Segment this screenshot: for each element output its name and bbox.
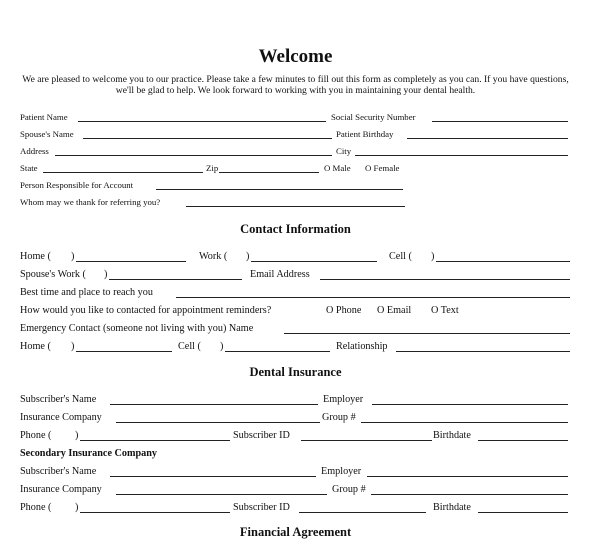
page-title: Welcome bbox=[258, 46, 333, 67]
reminder-email-radio[interactable]: O Email bbox=[377, 305, 412, 316]
intro-text: We are pleased to welcome you to our practice. Please take a few minutes to fill out this form as completely as you can. If you have questions, we'll be glad to help. We look forward to working with you in maintaining your dental health. bbox=[22, 74, 569, 96]
secondary-employer-label: Employer bbox=[321, 466, 362, 477]
cell-phone-field[interactable] bbox=[436, 261, 570, 262]
secondary-subscriber-label: Subscriber's Name bbox=[20, 466, 97, 477]
spouse-name-field[interactable] bbox=[83, 138, 332, 139]
referral-label: Whom may we thank for referring you? bbox=[20, 197, 161, 207]
birthdate-label: Birthdate bbox=[433, 430, 471, 441]
home-phone-label: Home ( bbox=[20, 251, 51, 262]
group-field[interactable] bbox=[361, 422, 568, 423]
emergency-field[interactable] bbox=[284, 333, 570, 334]
reminder-text-radio[interactable]: O Text bbox=[431, 305, 459, 316]
subscriber-id-label: Subscriber ID bbox=[233, 430, 290, 441]
emergency-home-paren: ) bbox=[71, 341, 75, 352]
secondary-employer-field[interactable] bbox=[367, 476, 568, 477]
patient-name-label: Patient Name bbox=[20, 112, 68, 122]
patient-name-field[interactable] bbox=[78, 121, 326, 122]
secondary-phone-field[interactable] bbox=[80, 512, 230, 513]
reminders-label: How would you like to contacted for appointment reminders? bbox=[20, 305, 272, 316]
emergency-cell-label: Cell ( bbox=[178, 341, 201, 352]
reminder-phone-radio[interactable]: O Phone bbox=[326, 305, 362, 316]
address-field[interactable] bbox=[55, 155, 332, 156]
ssn-label: Social Security Number bbox=[331, 112, 416, 122]
financial-heading: Financial Agreement bbox=[239, 525, 352, 539]
subscriber-label: Subscriber's Name bbox=[20, 394, 97, 405]
secondary-group-field[interactable] bbox=[371, 494, 568, 495]
spouse-name-label: Spouse's Name bbox=[20, 129, 74, 139]
secondary-company-label: Insurance Company bbox=[20, 484, 102, 495]
company-label: Insurance Company bbox=[20, 412, 102, 423]
email-label: Email Address bbox=[250, 269, 310, 280]
best-time-field[interactable] bbox=[176, 297, 570, 298]
emergency-home-field[interactable] bbox=[76, 351, 172, 352]
female-radio[interactable]: O Female bbox=[365, 163, 400, 173]
address-label: Address bbox=[20, 146, 49, 156]
city-label: City bbox=[336, 146, 352, 156]
work-phone-label: Work ( bbox=[199, 251, 228, 262]
employer-field[interactable] bbox=[372, 404, 568, 405]
responsible-label: Person Responsible for Account bbox=[20, 180, 134, 190]
relationship-label: Relationship bbox=[336, 341, 388, 352]
referral-field[interactable] bbox=[186, 206, 405, 207]
emergency-cell-field[interactable] bbox=[225, 351, 330, 352]
zip-field[interactable] bbox=[219, 172, 319, 173]
secondary-heading: Secondary Insurance Company bbox=[20, 448, 157, 459]
secondary-phone-label: Phone ( bbox=[20, 502, 52, 513]
subscriber-id-field[interactable] bbox=[301, 440, 432, 441]
best-time-label: Best time and place to reach you bbox=[20, 287, 153, 298]
group-label: Group # bbox=[322, 412, 356, 423]
birthday-field[interactable] bbox=[407, 138, 568, 139]
company-field[interactable] bbox=[116, 422, 320, 423]
phone-paren: ) bbox=[75, 430, 79, 441]
phone-label: Phone ( bbox=[20, 430, 52, 441]
contact-heading: Contact Information bbox=[240, 222, 351, 236]
relationship-field[interactable] bbox=[396, 351, 570, 352]
employer-label: Employer bbox=[323, 394, 364, 405]
secondary-group-label: Group # bbox=[332, 484, 366, 495]
work-paren: ) bbox=[246, 251, 250, 262]
cell-phone-label: Cell ( bbox=[389, 251, 412, 262]
secondary-subscriber-field[interactable] bbox=[110, 476, 316, 477]
responsible-field[interactable] bbox=[156, 189, 403, 190]
birthday-label: Patient Birthday bbox=[336, 129, 394, 139]
spouse-work-field[interactable] bbox=[109, 279, 242, 280]
emergency-cell-paren: ) bbox=[220, 341, 224, 352]
birthdate-field[interactable] bbox=[478, 440, 568, 441]
home-phone-field[interactable] bbox=[76, 261, 186, 262]
secondary-birthdate-label: Birthdate bbox=[433, 502, 471, 513]
city-field[interactable] bbox=[355, 155, 568, 156]
secondary-subscriber-id-field[interactable] bbox=[299, 512, 426, 513]
insurance-heading: Dental Insurance bbox=[249, 365, 342, 379]
ssn-field[interactable] bbox=[432, 121, 568, 122]
subscriber-field[interactable] bbox=[110, 404, 318, 405]
cell-paren: ) bbox=[431, 251, 435, 262]
secondary-birthdate-field[interactable] bbox=[478, 512, 568, 513]
spouse-work-label: Spouse's Work ( bbox=[20, 269, 86, 280]
phone-field[interactable] bbox=[80, 440, 230, 441]
secondary-company-field[interactable] bbox=[116, 494, 327, 495]
state-label: State bbox=[20, 163, 38, 173]
home-paren: ) bbox=[71, 251, 75, 262]
work-phone-field[interactable] bbox=[251, 261, 377, 262]
male-radio[interactable]: O Male bbox=[324, 163, 351, 173]
email-field[interactable] bbox=[320, 279, 570, 280]
state-field[interactable] bbox=[43, 172, 203, 173]
zip-label: Zip bbox=[206, 163, 219, 173]
secondary-phone-paren: ) bbox=[75, 502, 79, 513]
spouse-work-paren: ) bbox=[104, 269, 108, 280]
emergency-home-label: Home ( bbox=[20, 341, 51, 352]
emergency-label: Emergency Contact (someone not living with you) Name bbox=[20, 323, 254, 334]
secondary-subscriber-id-label: Subscriber ID bbox=[233, 502, 290, 513]
